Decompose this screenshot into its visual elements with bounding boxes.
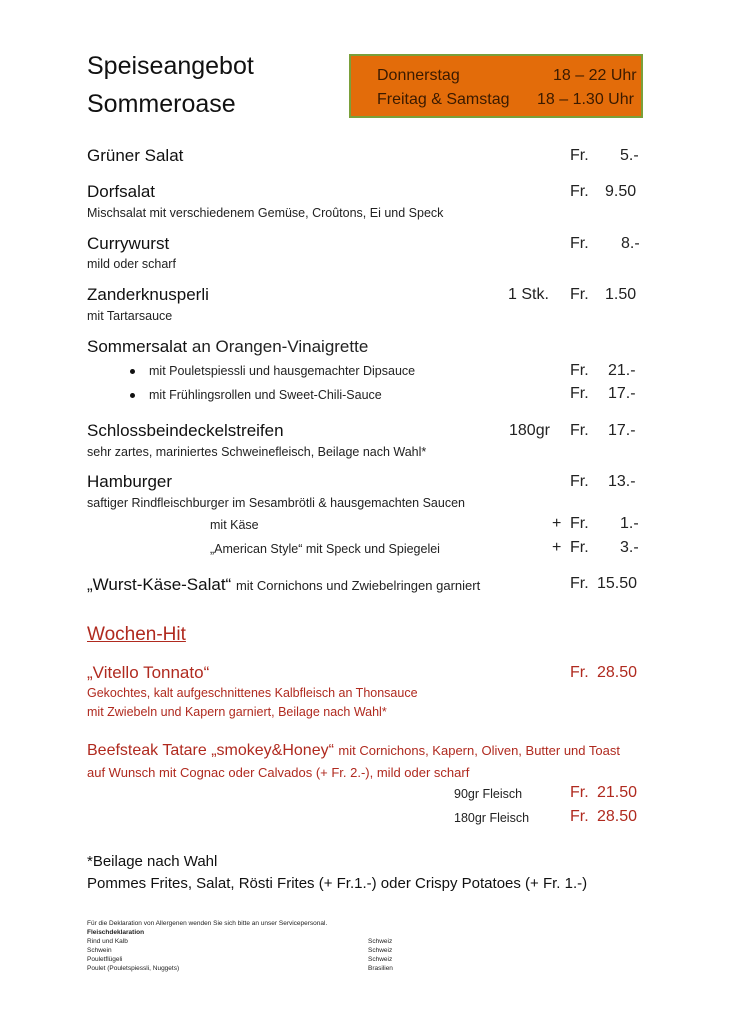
currency-label: Fr.: [570, 235, 589, 252]
side-dish-heading: *Beilage nach Wahl: [87, 853, 218, 870]
menu-item-price: 5.-: [620, 147, 639, 164]
menu-item-name: Hamburger: [87, 472, 173, 491]
menu-item-price: 1.50: [605, 286, 637, 303]
currency-label: Fr.: [570, 362, 589, 379]
size-label: 90gr Fleisch: [454, 787, 523, 801]
extra-label: „American Style“ mit Speck und Spiegelei: [210, 542, 440, 556]
meat-type: Rind und Kalb: [87, 938, 128, 945]
option-price: 21.-: [608, 362, 636, 379]
option-label: mit Frühlingsrollen und Sweet-Chili-Sauce: [149, 388, 382, 402]
menu-item-description: mit Zwiebeln und Kapern garniert, Beilage nach Wahl*: [87, 705, 387, 719]
hours-day: Freitag & Samstag: [377, 91, 510, 108]
menu-item-name-suffix: an Orangen-Vinaigrette: [191, 337, 369, 356]
currency-label: Fr.: [570, 183, 589, 200]
menu-item-name: [87, 742, 620, 760]
menu-item-name: Zanderknusperli: [87, 285, 209, 304]
meat-declaration-heading: Fleischdeklaration: [87, 929, 145, 936]
currency-label: Fr.: [570, 473, 589, 490]
page-subtitle: Sommeroase: [87, 90, 236, 118]
currency-label: Fr.: [570, 385, 589, 402]
menu-item-description: mild oder scharf: [87, 257, 176, 271]
meat-origin: Schweiz: [368, 947, 393, 954]
menu-item-name-main: Sommersalat: [87, 337, 188, 356]
menu-item-description: sehr zartes, mariniertes Schweinefleisch, Beilage nach Wahl*: [87, 445, 427, 459]
currency-label: Fr.: [570, 575, 589, 592]
menu-item-name-suffix: mit Cornichons, Kapern, Oliven, Butter und Toast: [338, 743, 620, 758]
currency-label: Fr.: [570, 515, 589, 532]
currency-label: Fr.: [570, 286, 589, 303]
menu-item-price: 13.-: [608, 473, 636, 490]
menu-item-description: mit Tartarsauce: [87, 309, 173, 323]
menu-item-description: Gekochtes, kalt aufgeschnittenes Kalbfleisch an Thonsauce: [87, 686, 418, 700]
bullet-icon: [130, 369, 135, 374]
bullet-icon: [130, 393, 135, 398]
meat-origin: Brasilien: [368, 965, 393, 972]
menu-item-name: Schlossbeindeckelstreifen: [87, 421, 284, 440]
extra-plus: +: [552, 515, 562, 532]
extra-price: 3.-: [620, 539, 639, 556]
menu-item-description: auf Wunsch mit Cognac oder Calvados (+ Fr. 2.-), mild oder scharf: [87, 765, 470, 780]
hours-day: Donnerstag: [377, 67, 460, 84]
menu-item-name: „Vitello Tonnato“: [87, 663, 210, 682]
page-title: Speiseangebot: [87, 52, 254, 80]
section-heading: Wochen-Hit: [87, 624, 186, 645]
currency-label: Fr.: [570, 422, 589, 439]
menu-item-name: Currywurst: [87, 234, 170, 253]
hours-time: 18 – 1.30 Uhr: [537, 91, 634, 108]
side-dish-options: Pommes Frites, Salat, Rösti Frites (+ Fr.1.-) oder Crispy Potatoes (+ Fr. 1.-): [87, 875, 588, 892]
menu-item-name: [87, 575, 480, 595]
menu-item-name-main: „Wurst-Käse-Salat“: [87, 575, 232, 594]
menu-item-quantity: 180gr: [509, 422, 550, 439]
currency-label: Fr.: [570, 147, 589, 164]
meat-type: Pouletflügeli: [87, 956, 123, 963]
currency-label: Fr.: [570, 808, 589, 825]
menu-item-name: Grüner Salat: [87, 146, 184, 165]
size-label: 180gr Fleisch: [454, 811, 530, 825]
size-price: 21.50: [597, 784, 638, 801]
allergen-note: Für die Deklaration von Allergenen wenden Sie sich bitte an unser Servicepersonal.: [87, 920, 328, 927]
size-price: 28.50: [597, 808, 638, 825]
menu-item-price: 9.50: [605, 183, 637, 200]
menu-item-price: 17.-: [608, 422, 636, 439]
menu-item-name-suffix: mit Cornichons und Zwiebelringen garniert: [235, 578, 481, 593]
meat-type: Poulet (Pouletspiessli, Nuggets): [87, 965, 180, 972]
meat-type: Schwein: [87, 947, 112, 954]
extra-label: mit Käse: [210, 518, 259, 532]
extra-plus: +: [552, 539, 562, 556]
opening-hours-box: [349, 54, 643, 118]
menu-item-quantity: 1 Stk.: [508, 286, 549, 303]
menu-item-name-main: Beefsteak Tatare „smokey&Honey“: [87, 742, 334, 759]
currency-label: Fr.: [570, 664, 589, 681]
currency-label: Fr.: [570, 539, 589, 556]
menu-item-price: 8.-: [621, 235, 640, 252]
menu-item-description: saftiger Rindfleischburger im Sesambrötli & hausgemachten Saucen: [87, 496, 465, 510]
menu-item-name: [87, 337, 368, 357]
meat-origin: Schweiz: [368, 956, 393, 963]
hours-time: 18 – 22 Uhr: [553, 67, 637, 84]
menu-item-price: 15.50: [597, 575, 638, 592]
menu-item-description: Mischsalat mit verschiedenem Gemüse, Croûtons, Ei und Speck: [87, 206, 444, 220]
option-label: mit Pouletspiessli und hausgemachter Dipsauce: [149, 364, 416, 378]
currency-label: Fr.: [570, 784, 589, 801]
menu-item-price: 28.50: [597, 664, 638, 681]
extra-price: 1.-: [620, 515, 639, 532]
option-price: 17.-: [608, 385, 636, 402]
meat-origin: Schweiz: [368, 938, 393, 945]
menu-item-name: Dorfsalat: [87, 182, 156, 201]
